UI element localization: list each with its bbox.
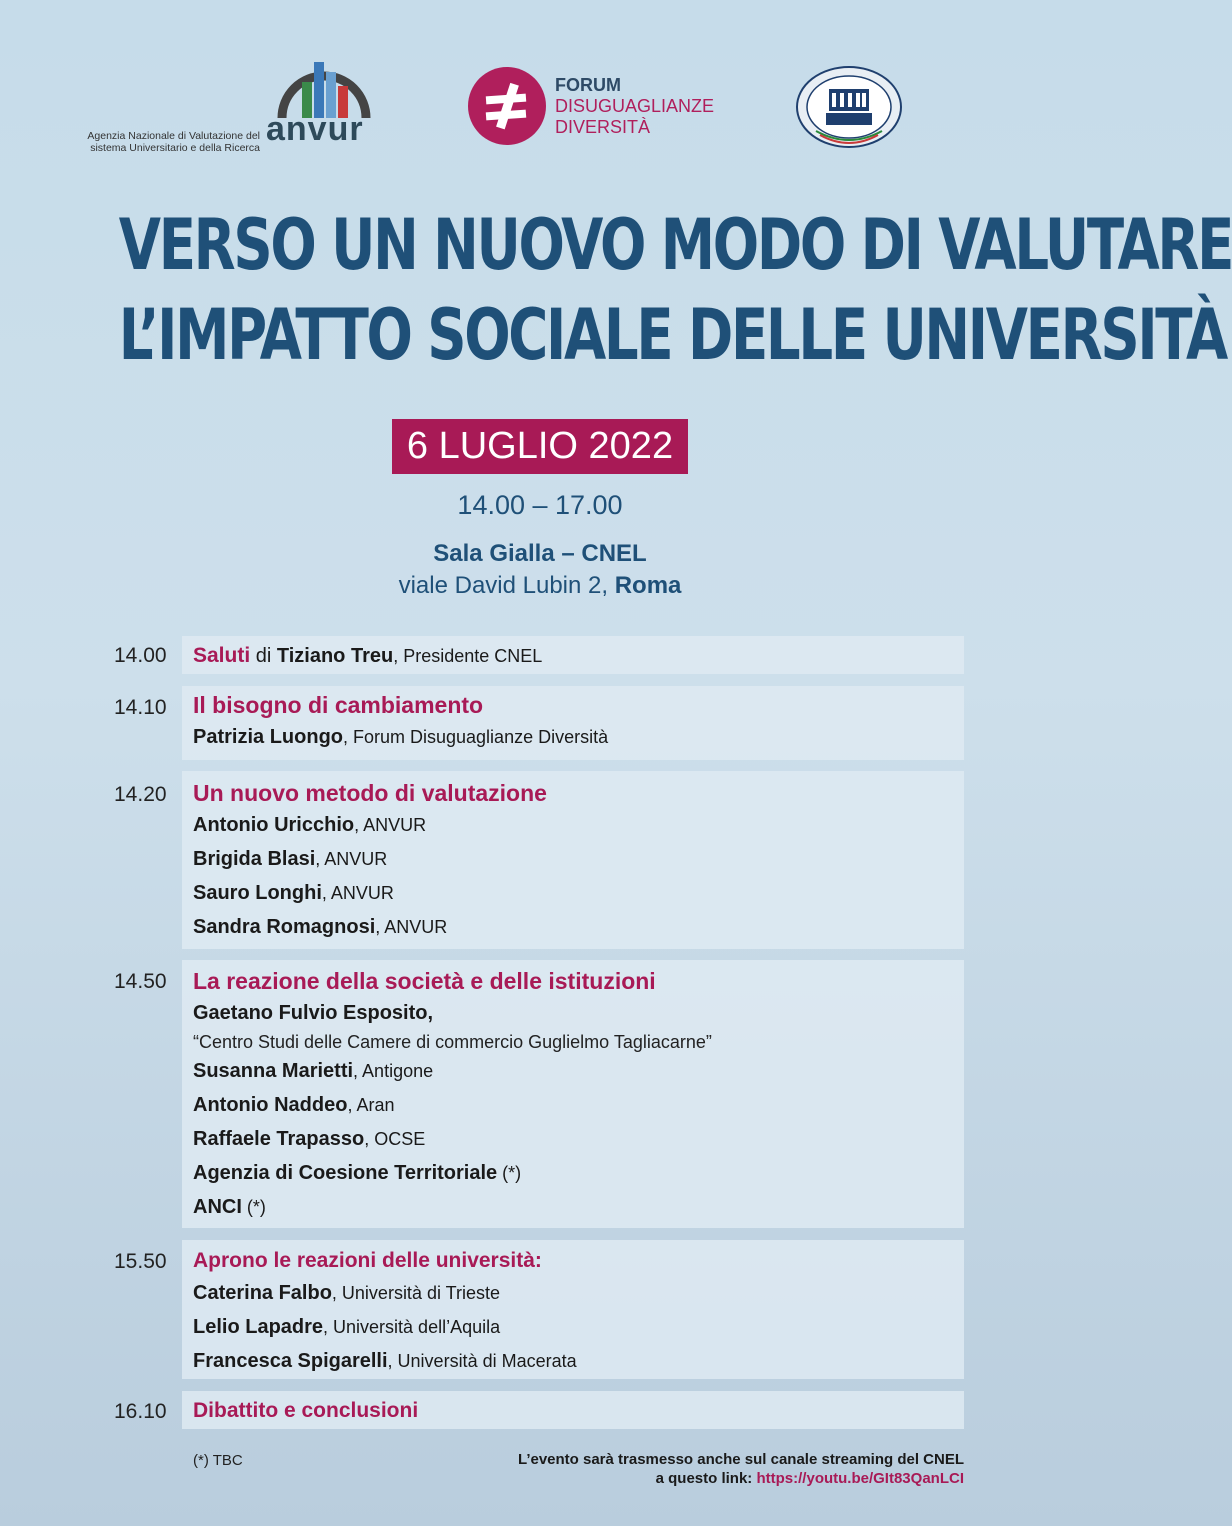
program-box [182,1240,964,1379]
program-heading: Dibattito e conclusioni [193,1399,419,1422]
speaker-line: Lelio Lapadre, Università dell’Aquila [193,1316,501,1338]
logo-bar [0,55,1080,165]
venue-room: Sala Gialla – CNEL [433,540,647,567]
program-box [182,960,964,1228]
speaker-name: Tiziano Treu [276,645,394,667]
speaker-line: Raffaele Trapasso, OCSE [193,1128,426,1150]
speaker-line: Susanna Marietti, Antigone [193,1060,434,1082]
streaming-note: L’evento sarà trasmesso anche sul canale streaming del CNEL a questo link: https://youtu.be/GIt83QanLCI [517,1451,964,1487]
program-box [182,686,964,760]
event-date: 6 LUGLIO 2022 [392,419,688,474]
speaker-line: Sandra Romagnosi, ANVUR [193,916,448,938]
program-heading: Un nuovo metodo di valutazione [193,780,547,806]
anvur-caption: Agenzia Nazionale di Valutazione del sistema Universitario e della Ricerca [87,130,260,154]
program-time: 14.00 [114,644,167,667]
speaker-affiliation: , Presidente CNEL [393,646,543,666]
speaker-line: Francesca Spigarelli, Università di Macerata [193,1350,577,1372]
streaming-link[interactable]: https://youtu.be/GIt83QanLCI [756,1470,964,1487]
title-line-1: VERSO UN NUOVO MODO DI VALUTARE [118,204,1232,286]
speaker-line: Antonio Naddeo, Aran [193,1094,395,1116]
program-heading: Il bisogno di cambiamento [193,692,484,718]
not-equal-icon [468,67,546,145]
tbc-note: (*) TBC [193,1452,243,1469]
speaker-line: Caterina Falbo, Università di Trieste [193,1282,500,1304]
program-box [182,1391,964,1429]
cnel-seal-icon [796,65,902,149]
speaker-line: Agenzia di Coesione Territoriale (*) [193,1162,522,1184]
speaker-line: ANCI (*) [193,1196,266,1218]
anvur-wordmark: anvur [266,110,364,148]
program-time: 16.10 [114,1400,167,1423]
speaker-line: Sauro Longhi, ANVUR [193,882,394,904]
speaker-line: Antonio Uricchio, ANVUR [193,814,427,836]
forum-wordmark: FORUM DISUGUAGLIANZE DIVERSITÀ [555,75,715,137]
program-time: 14.10 [114,696,167,719]
program-box [182,771,964,949]
program-box: Saluti di Tiziano Treu, Presidente CNEL [182,636,964,674]
event-time: 14.00 – 17.00 [457,490,623,520]
speaker-affiliation: “Centro Studi delle Camere di commercio Guglielmo Tagliacarne” [193,1032,712,1052]
page-title [118,200,1232,380]
program-heading: Saluti [193,644,251,667]
venue-address: viale David Lubin 2, Roma [398,572,682,599]
speaker-line: Gaetano Fulvio Esposito, [193,1002,434,1024]
program-time: 15.50 [114,1250,167,1273]
forum-logo [468,67,728,147]
program-time: 14.50 [114,970,167,993]
program-heading: La reazione della società e delle istituzioni [193,968,656,994]
anvur-logo [70,60,380,160]
speaker-line: Patrizia Luongo, Forum Disuguaglianze Diversità [193,726,609,748]
speaker-line: Brigida Blasi, ANVUR [193,848,388,870]
title-line-2: L’IMPATTO SOCIALE DELLE UNIVERSITÀ [118,294,1226,376]
program-time: 14.20 [114,783,167,806]
program-heading: Aprono le reazioni delle università: [193,1249,542,1272]
